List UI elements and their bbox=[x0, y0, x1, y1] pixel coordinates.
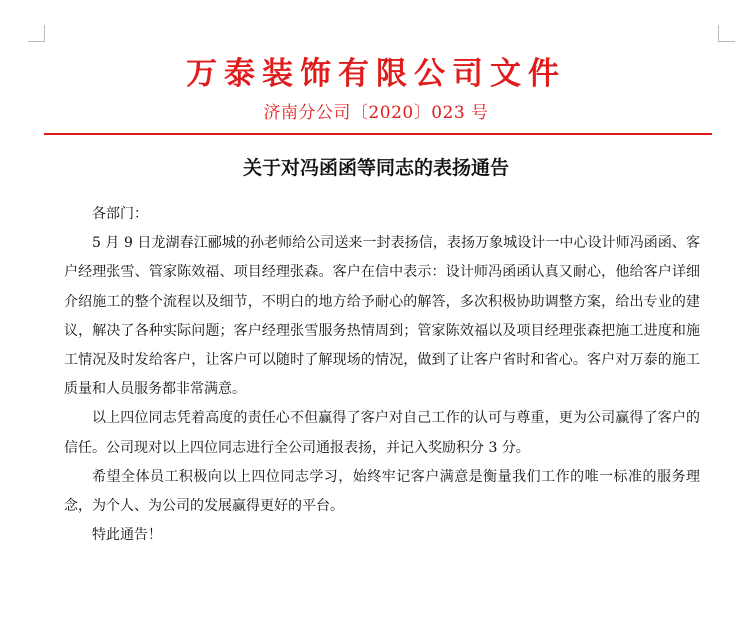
notice-title: 关于对冯函函等同志的表扬通告 bbox=[242, 157, 509, 179]
crop-mark-top-left bbox=[28, 25, 45, 42]
body-paragraph-2: 以上四位同志凭着高度的责任心不但赢得了客户对自己工作的认可与尊重，更为公司赢得了客户的信任。公司现对以上四位同志进行全公司通报表扬，并记入奖励积分 3 分。 bbox=[64, 410, 700, 456]
body-paragraph-1: 5 月 9 日龙湖春江郦城的孙老师给公司送来一封表扬信，表扬万象城设计一中心设计师冯函函、客户经理张雪、管家陈效福、项目经理张森。客户在信中表示：设计师冯函函认真又耐心，他给客户详细介绍施工的整个流程以及细节，不明白的地方给予耐心的解答，多次积极协助调整方案，给出专业的建议，解决了各种实际问题；客户经理张雪服务热情周到；管家陈效福以及项目经理张森把施工进度和施工情况及时发给客户，让客户可以随时了解现场的情况，做到了让客户省时和省心。客户对万泰的施工质量和人员服务都非常满意。 bbox=[64, 235, 700, 398]
document-number: 济南分公司〔2020〕023 号 bbox=[263, 103, 489, 123]
body-paragraph-3: 希望全体员工积极向以上四位同志学习，始终牢记客户满意是衡量我们工作的唯一标准的服务理念，为个人、为公司的发展赢得更好的平台。 bbox=[64, 468, 700, 515]
document-body bbox=[64, 200, 700, 550]
salutation: 各部门： bbox=[92, 206, 148, 222]
red-header-rule bbox=[44, 133, 712, 135]
crop-mark-top-right bbox=[718, 25, 735, 42]
closing-line: 特此通告！ bbox=[92, 527, 162, 544]
org-document-title: 万泰装饰有限公司文件 bbox=[186, 56, 566, 92]
